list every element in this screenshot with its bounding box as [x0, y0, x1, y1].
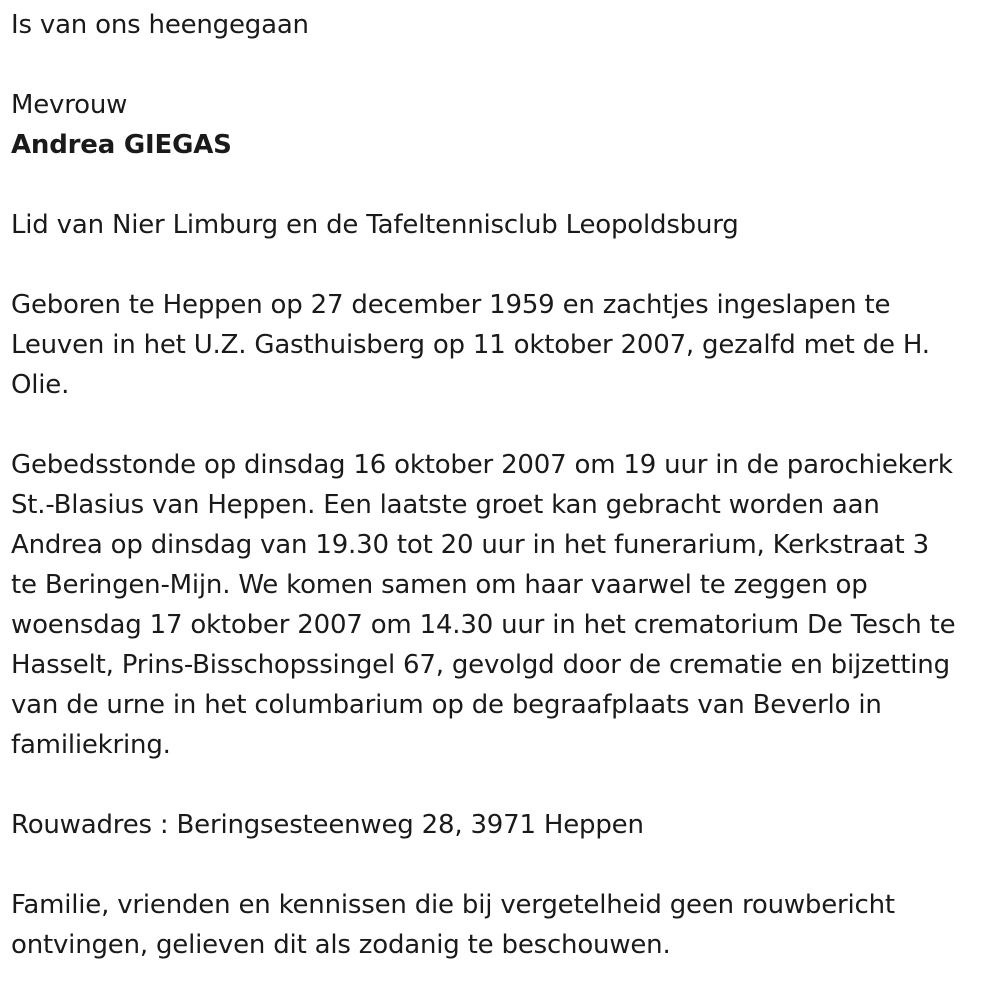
title-prefix: Mevrouw [11, 90, 128, 120]
deceased-name: Andrea GIEGAS [11, 130, 232, 160]
paragraph-line: Hasselt, Prins-Bisschopssingel 67, gevolgd door de crematie en bijzetting [11, 650, 950, 680]
birth-death-paragraph [11, 285, 995, 405]
spacer [11, 845, 995, 885]
membership-text: Lid van Nier Limburg en de Tafeltennisclub Leopoldsburg [11, 210, 739, 240]
spacer [11, 245, 995, 285]
spacer [11, 765, 995, 805]
paragraph-line: van de urne in het columbarium op de begraafplaats van Beverlo in [11, 690, 882, 720]
paragraph-line: Gebedsstonde op dinsdag 16 oktober 2007 om 19 uur in de parochiekerk [11, 450, 953, 480]
paragraph-line: St.-Blasius van Heppen. Een laatste groet kan gebracht worden aan [11, 490, 880, 520]
paragraph-line: Geboren te Heppen op 27 december 1959 en zachtjes ingeslapen te [11, 290, 891, 320]
mourning-address: Rouwadres : Beringsesteenweg 28, 3971 Heppen [11, 810, 644, 840]
spacer [11, 45, 995, 85]
ceremony-paragraph [11, 445, 995, 765]
closing-paragraph [11, 885, 995, 965]
paragraph-line: Andrea op dinsdag van 19.30 tot 20 uur in het funerarium, Kerkstraat 3 [11, 530, 929, 560]
paragraph-line: familiekring. [11, 730, 171, 760]
paragraph-line: woensdag 17 oktober 2007 om 14.30 uur in het crematorium De Tesch te [11, 610, 956, 640]
paragraph-line: Familie, vrienden en kennissen die bij vergetelheid geen rouwbericht [11, 890, 895, 920]
obituary-notice [11, 0, 995, 965]
spacer [11, 405, 995, 445]
paragraph-line: Leuven in het U.Z. Gasthuisberg op 11 oktober 2007, gezalfd met de H. [11, 330, 930, 360]
paragraph-line: ontvingen, gelieven dit als zodanig te beschouwen. [11, 930, 671, 960]
paragraph-line: Olie. [11, 370, 70, 400]
intro-text: Is van ons heengegaan [11, 10, 309, 40]
paragraph-line: te Beringen-Mijn. We komen samen om haar vaarwel te zeggen op [11, 570, 868, 600]
spacer [11, 165, 995, 205]
